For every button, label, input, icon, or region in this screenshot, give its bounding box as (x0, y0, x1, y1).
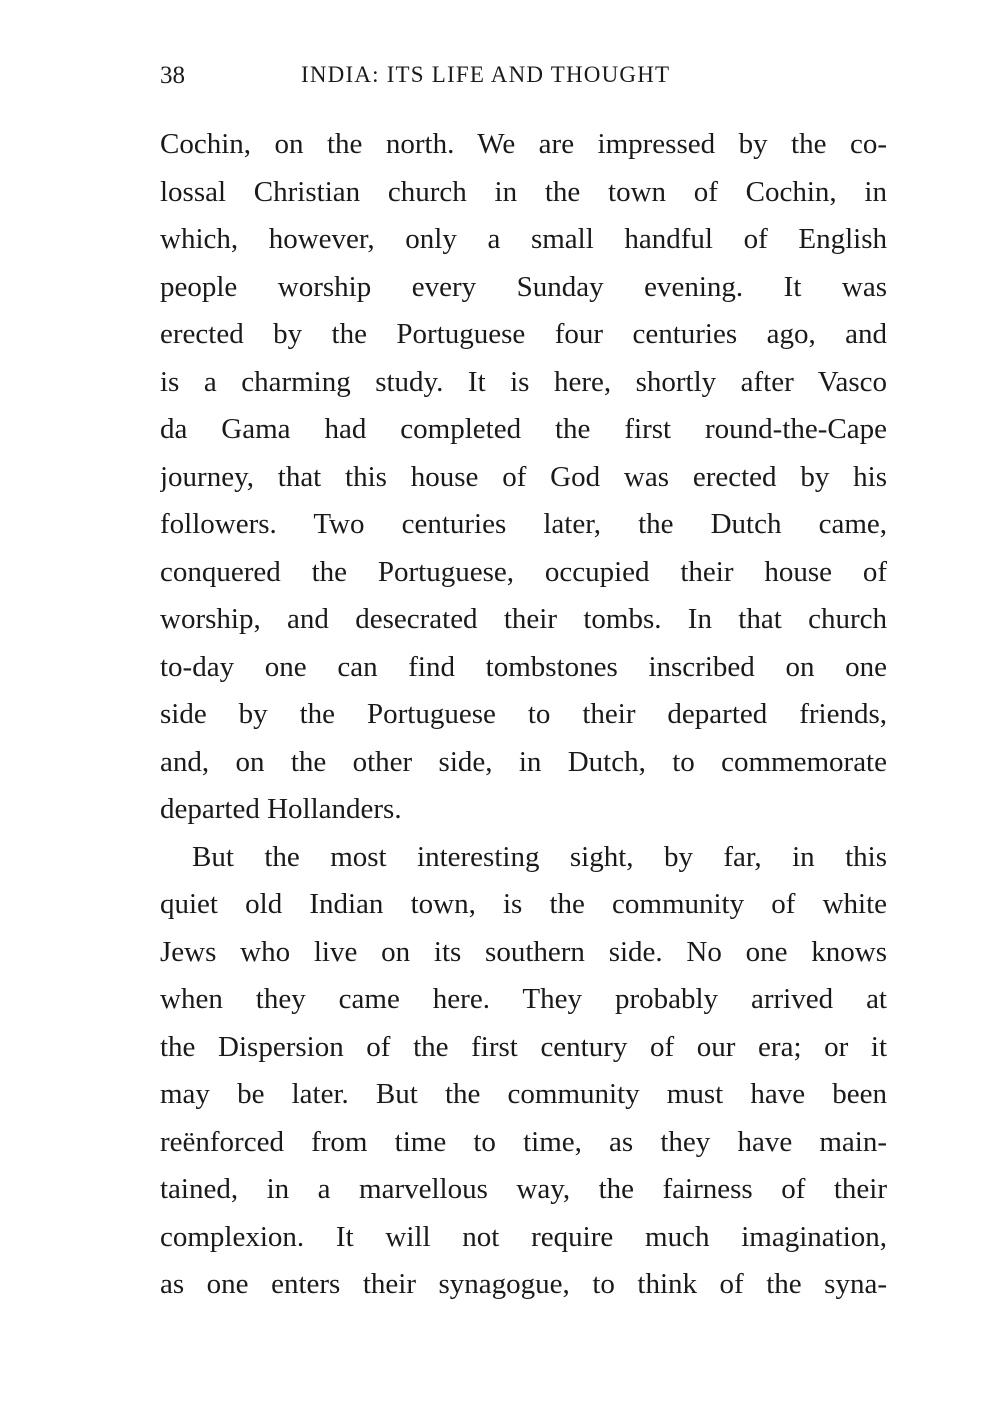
paragraph-1 (160, 121, 887, 834)
text-line: as one enters their synagogue, to think of the syna- (160, 1268, 887, 1300)
body-text (160, 121, 887, 1309)
text-line: to-day one can find tombstones inscribed on one (160, 650, 887, 683)
text-line: Cochin, on the north. We are impressed by the co- (160, 128, 887, 160)
text-line: journey, that this house of God was erected by his (160, 460, 887, 493)
text-line: which, however, only a small handful of English (160, 223, 887, 255)
text-line: is a charming study. It is here, shortly after Vasco (160, 365, 887, 398)
page-header (160, 62, 888, 96)
text-line: followers. Two centuries later, the Dutch came, (160, 508, 887, 540)
paragraph-2 (160, 834, 887, 1309)
text-line: But the most interesting sight, by far, in this (192, 840, 887, 873)
text-line: lossal Christian church in the town of Cochin, in (160, 175, 887, 208)
text-line: and, on the other side, in Dutch, to commemorate (160, 745, 887, 778)
running-head: INDIA: ITS LIFE AND THOUGHT (301, 62, 671, 87)
text-line: worship, and desecrated their tombs. In that church (160, 603, 887, 635)
text-line: side by the Portuguese to their departed friends, (160, 698, 887, 730)
text-line: reënforced from time to time, as they have main- (160, 1125, 887, 1158)
text-line: tained, in a marvellous way, the fairness of their (160, 1173, 887, 1205)
text-line: when they came here. They probably arrived at (160, 983, 887, 1015)
text-line: the Dispersion of the first century of our era; or it (160, 1030, 887, 1063)
text-line: conquered the Portuguese, occupied their house of (160, 555, 887, 588)
text-line: complexion. It will not require much imagination, (160, 1220, 887, 1253)
text-line: erected by the Portuguese four centuries ago, and (160, 318, 887, 350)
text-line: Jews who live on its southern side. No one knows (160, 935, 887, 968)
text-line: da Gama had completed the first round-the-Cape (160, 413, 887, 445)
text-line: may be later. But the community must have been (160, 1078, 887, 1110)
text-line: departed Hollanders. (160, 793, 402, 825)
text-line: quiet old Indian town, is the community of white (160, 888, 887, 920)
text-line: people worship every Sunday evening. It was (160, 270, 887, 303)
page-number: 38 (160, 62, 185, 89)
